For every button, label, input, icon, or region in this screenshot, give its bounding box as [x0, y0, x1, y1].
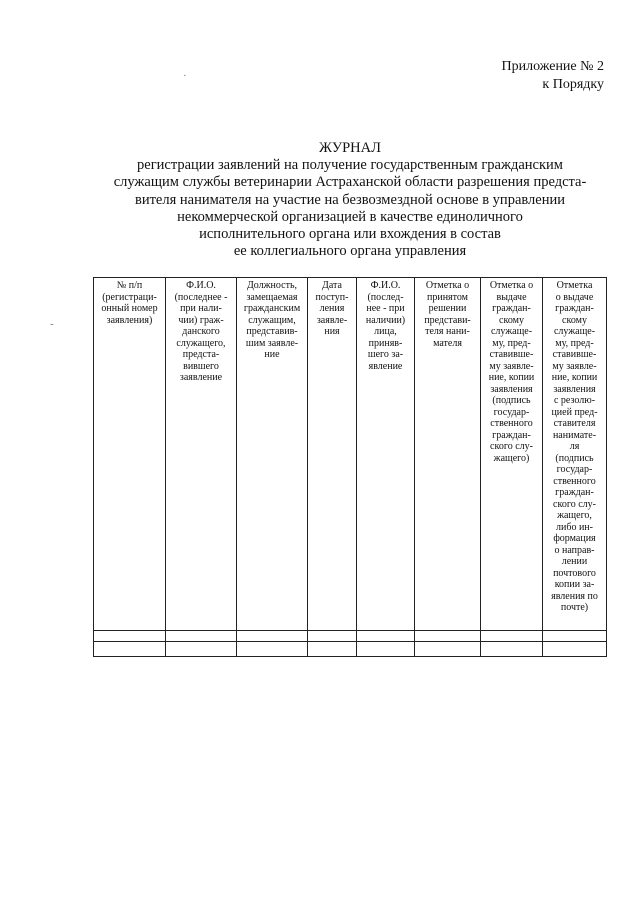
title-line: ее коллегиального органа управления: [233, 243, 467, 260]
column-header-line: поступ-: [315, 291, 349, 303]
column-header-3: [237, 278, 308, 631]
table-row: [94, 642, 607, 657]
column-header-line: Ф.И.О.: [370, 280, 401, 291]
column-header-line: му заявле-: [489, 360, 534, 372]
table-cell: [357, 642, 415, 657]
column-header-line: ского слу-: [490, 441, 533, 452]
column-header-line: Ф.И.О.: [186, 280, 216, 291]
column-header-line: представи-: [424, 314, 471, 326]
column-header-line: жащего): [493, 452, 530, 464]
table-cell: [166, 631, 237, 642]
column-header-line: замещаемая: [246, 291, 298, 303]
title-line: некоммерческой организацией в качестве единоличного: [177, 208, 523, 225]
column-header-line: наличии): [365, 314, 406, 326]
appendix-reference: [502, 58, 605, 94]
table-cell: [94, 642, 166, 657]
column-header-line: жащего,: [557, 510, 592, 521]
column-header-line: решении: [428, 303, 467, 314]
column-header-line: Отметка о: [425, 280, 470, 291]
column-header-line: Отметка о: [489, 280, 534, 291]
column-header-line: копии за-: [554, 579, 595, 590]
column-header-line: принятом: [426, 291, 469, 303]
column-header-line: ставителя: [553, 418, 596, 429]
column-header-line: предста-: [182, 349, 220, 360]
column-header-line: ского слу-: [553, 498, 596, 510]
column-header-line: ние: [264, 349, 280, 360]
column-header-line: му, пред-: [555, 337, 594, 349]
column-header-line: ние, копии: [488, 372, 535, 383]
title-line: исполнительного органа или вхождения в состав: [199, 226, 501, 243]
column-header-line: ственного: [490, 418, 533, 429]
column-header-line: Должность,: [246, 280, 298, 291]
column-header-line: явления по: [551, 590, 598, 602]
table-cell: [357, 631, 415, 642]
journal-heading: ЖУРНАЛ: [319, 140, 381, 156]
scan-mark: -: [50, 318, 54, 330]
column-header-6: [415, 278, 481, 631]
column-header-line: чии) граж-: [178, 314, 224, 326]
column-header-line: (регистраци-: [102, 291, 157, 303]
column-header-line: теля нани-: [425, 326, 470, 337]
column-header-line: о направ-: [554, 544, 595, 556]
table-cell: [94, 631, 166, 642]
column-header-line: гражданским: [243, 303, 301, 314]
table-cell: [415, 631, 481, 642]
column-header-line: заявле-: [316, 314, 348, 326]
column-header-line: заявление: [179, 372, 223, 383]
column-header-line: лении: [561, 556, 588, 567]
column-header-line: формация: [553, 533, 596, 544]
column-header-line: мателя: [433, 337, 462, 349]
column-header-line: заявления: [490, 383, 533, 395]
column-header-line: вившего: [183, 360, 219, 372]
column-header-line: Отметка: [556, 280, 593, 291]
table-cell: [481, 631, 543, 642]
table-cell: [543, 642, 607, 657]
column-header-line: Дата: [322, 280, 342, 291]
appendix-order-ref: к Порядку: [542, 77, 604, 92]
column-header-line: заявления): [106, 314, 153, 326]
column-header-line: ние, копии: [551, 372, 598, 383]
column-header-line: выдаче: [496, 291, 527, 303]
column-header-line: граждан-: [555, 303, 594, 314]
column-header-line: граждан-: [555, 487, 594, 498]
column-header-line: служаще-: [553, 326, 596, 337]
column-header-line: явление: [368, 360, 403, 372]
table-cell: [237, 631, 308, 642]
title-line: вителя нанимателя на участие на безвозмездной основе в управлении: [134, 191, 565, 208]
column-header-line: о выдаче: [555, 291, 594, 303]
table-cell: [166, 642, 237, 657]
column-header-line: почте): [560, 602, 589, 613]
column-header-line: заявления: [553, 383, 596, 395]
column-header-line: при нали-: [180, 303, 222, 314]
column-header-line: государ-: [493, 406, 530, 418]
column-header-line: онный номер: [101, 303, 158, 314]
column-header-4: [308, 278, 357, 631]
column-header-line: му заявле-: [552, 360, 597, 372]
column-header-line: государ-: [556, 464, 593, 475]
column-header-line: служаще-: [490, 326, 533, 337]
table-cell: [308, 631, 357, 642]
column-header-2: [166, 278, 237, 631]
column-header-line: либо ин-: [556, 521, 593, 533]
column-header-line: му, пред-: [492, 337, 531, 349]
column-header-line: граждан-: [492, 303, 531, 314]
column-header-line: почтового: [553, 567, 596, 579]
column-header-line: с резолю-: [553, 395, 596, 406]
column-header-line: служащим,: [248, 314, 296, 326]
column-header-5: [357, 278, 415, 631]
column-header-line: шим заявле-: [245, 337, 299, 349]
column-header-line: лица,: [374, 326, 397, 337]
column-header-line: цией пред-: [551, 406, 598, 418]
scan-mark: ·: [183, 70, 187, 82]
column-header-line: граждан-: [492, 429, 531, 441]
table-cell: [415, 642, 481, 657]
column-header-line: ставивше-: [489, 349, 534, 360]
column-header-line: шего за-: [367, 349, 404, 360]
table-cell: [308, 642, 357, 657]
column-header-line: (послед-: [367, 291, 404, 303]
column-header-line: (подпись: [555, 452, 594, 464]
column-header-line: (последнее -: [174, 291, 228, 303]
table-cell: [237, 642, 308, 657]
table-cell: [481, 642, 543, 657]
table-row: [94, 631, 607, 642]
column-header-line: ния: [324, 326, 340, 337]
appendix-number: Приложение № 2: [501, 59, 604, 74]
title-line: служащим службы ветеринарии Астраханской области разрешения предста-: [113, 174, 587, 191]
column-header-line: скому: [499, 314, 524, 326]
table-cell: [543, 631, 607, 642]
column-header-line: ля: [569, 441, 580, 452]
title-line: регистрации заявлений на получение государственным гражданским: [137, 157, 563, 174]
column-header-7: [481, 278, 543, 631]
table-header-row: [94, 278, 607, 631]
column-header-line: служащего,: [176, 337, 226, 349]
column-header-line: скому: [562, 314, 587, 326]
column-header-line: нанимате-: [552, 429, 597, 441]
column-header-1: [94, 278, 166, 631]
registration-journal-table: [93, 277, 607, 657]
column-header-line: нее - при: [366, 303, 405, 314]
column-header-line: представив-: [246, 326, 298, 337]
column-header-line: ственного: [553, 475, 596, 487]
column-header-line: данского: [182, 326, 220, 337]
column-header-line: ления: [319, 303, 345, 314]
column-header-line: ставивше-: [552, 349, 597, 360]
column-header-8: [543, 278, 607, 631]
column-header-line: № п/п: [116, 280, 143, 291]
column-header-line: приняв-: [368, 337, 403, 349]
document-title: [90, 140, 610, 260]
column-header-line: (подпись: [492, 395, 531, 406]
